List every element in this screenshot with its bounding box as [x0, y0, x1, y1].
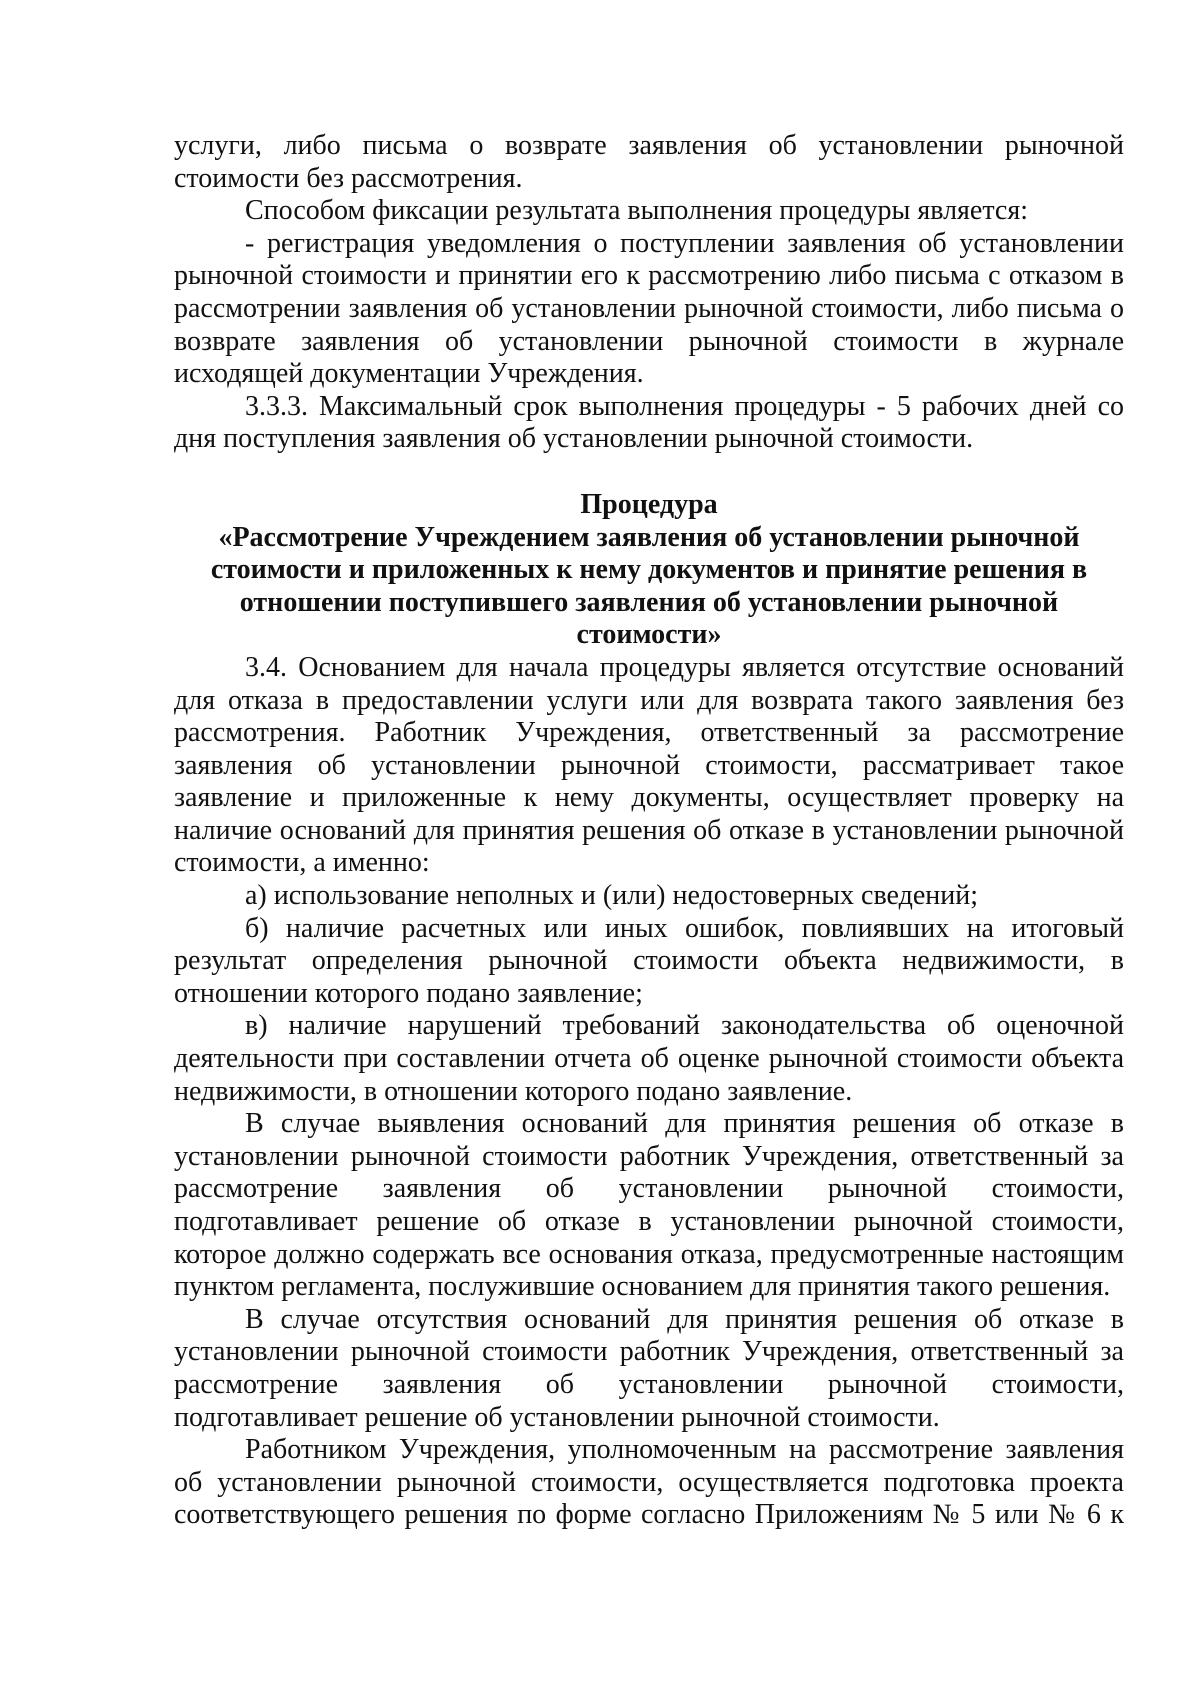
paragraph-approval-case: В случае отсутствия оснований для принятия решения об отказе в установлении рыночной стоимости работник Учреждения, ответственный за рассмотрение заявления об установлении рыночной стоимости, подготавливает решение об установлении рыночной стоимости. [174, 1303, 1124, 1433]
paragraph-3-4: 3.4. Основанием для начала процедуры является отсутствие оснований для отказа в предоставлении услуги или для возврата такого заявления без рассмотрения. Работник Учреждения, ответственный за рассмотрение заявления об установлении рыночной стоимости, рассматривает такое заявление и приложенные к нему документы, осуществляет проверку на наличие оснований для принятия решения об отказе в установлении рыночной стоимости, а именно: [174, 651, 1124, 879]
section-gap [174, 456, 1124, 489]
list-item-a: а) использование неполных и (или) недостоверных сведений; [245, 880, 978, 912]
section-heading: Процедура [580, 488, 718, 520]
paragraph-registration-item: - регистрация уведомления о поступлении заявления об установлении рыночной стоимости и принятии его к рассмотрению либо письма с отказом в рассмотрении заявления об установлении рыночной стоимости, либо письма о возврате заявления об установлении рыночной стоимости в журнале исходящей документации Учреждения. [174, 227, 1124, 390]
list-item-b: б) наличие расчетных или иных ошибок, повлиявших на итоговый результат определения рыночной стоимости объекта недвижимости, в отношении которого подано заявление; [174, 912, 1124, 1009]
paragraph-fixation-method: Способом фиксации результата выполнения процедуры является: [245, 195, 1029, 227]
list-item-v: в) наличие нарушений требований законодательства об оценочной деятельности при составлении отчета об оценке рыночной стоимости объекта недвижимости, в отношении которого подано заявление. [174, 1010, 1124, 1107]
paragraph-draft-preparation: Работником Учреждения, уполномоченным на рассмотрение заявления об установлении рыночной стоимости, осуществляется подготовка проекта соответствующего решения по форме согласно Приложениям № 5 или № 6 к [174, 1434, 1124, 1531]
paragraph-refusal-case: В случае выявления оснований для принятия решения об отказе в установлении рыночной стоимости работник Учреждения, ответственный за рассмотрение заявления об установлении рыночной стоимости, подготавливает решение об отказе в установлении рыночной стоимости, которое должно содержать все основания отказа, предусмотренные настоящим пунктом регламента, послужившие основанием для принятия такого решения. [174, 1108, 1124, 1303]
document-page [174, 130, 1124, 1532]
paragraph-continuation: услуги, либо письма о возврате заявления об установлении рыночной стоимости без рассмотрения. [174, 130, 1124, 194]
section-title: «Рассмотрение Учреждением заявления об установлении рыночной стоимости и приложенных к нему документов и принятие решения в отношении поступившего заявления об установлении рыночной стоимости» [210, 521, 1088, 651]
paragraph-3-3-3: 3.3.3. Максимальный срок выполнения процедуры - 5 рабочих дней со дня поступления заявления об установлении рыночной стоимости. [174, 390, 1124, 455]
